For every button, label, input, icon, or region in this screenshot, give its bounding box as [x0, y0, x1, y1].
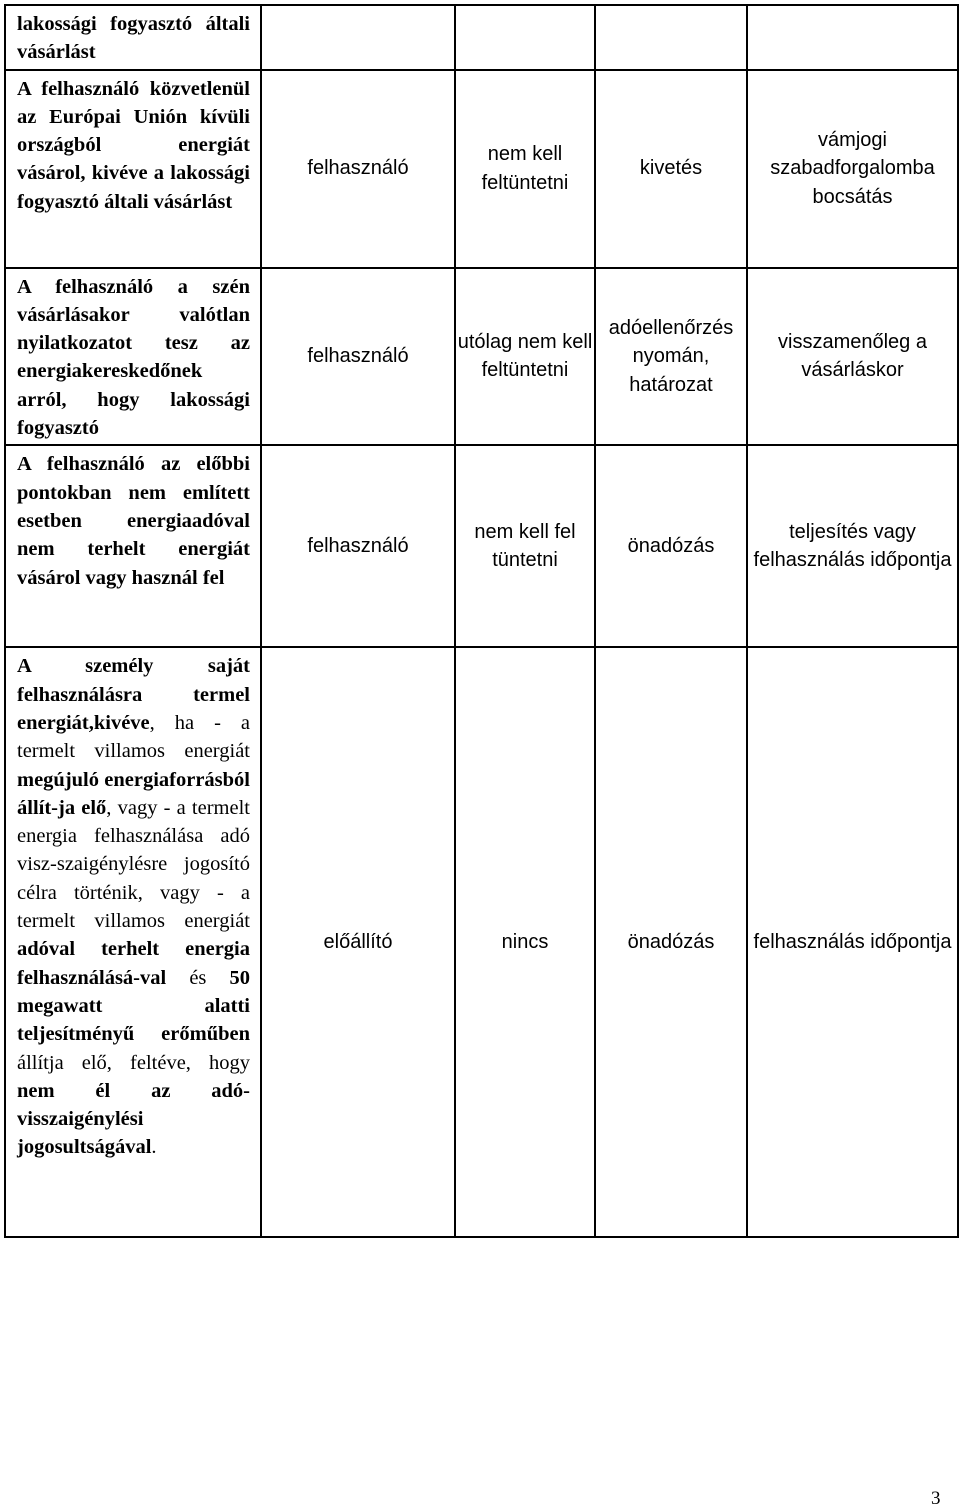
row-time: vámjogi szabadforgalomba bocsátás [747, 70, 958, 268]
row-method: önadózás [595, 445, 747, 647]
desc-part: adóval terhelt energia felhasználásá-val [17, 938, 250, 989]
desc-part: nem él az adó-visszaigénylési jogosultságával [17, 1079, 250, 1159]
row-subject: felhasználó [261, 70, 455, 268]
desc-part: , ha - a termelt villamos energiát [17, 711, 250, 763]
desc-part: állítja elő, feltéve, hogy [17, 1051, 250, 1074]
row-time: teljesítés vagy felhasználás időpontja [747, 445, 958, 647]
desc-part: és [166, 966, 230, 989]
row-subject [261, 5, 455, 70]
row-desc [5, 70, 261, 268]
row-method: kivetés [595, 70, 747, 268]
desc-part: A felhasználó az előbbi pontokban nem említett esetben energiaadóval nem terhelt energiát vásárol vagy használ fel [17, 453, 250, 589]
row-subject: felhasználó [261, 445, 455, 647]
row-desc [5, 5, 261, 70]
row-time: visszamenőleg a vásárláskor [747, 268, 958, 446]
desc-part: A felhasználó közvetlenül az Európai Unión kívüli országból energiát vásárol, kivéve a lakossági fogyasztó általi vásárlást [17, 77, 250, 213]
tax-table [4, 4, 959, 1238]
row-method: önadózás [595, 647, 747, 1237]
row-desc [5, 445, 261, 647]
desc-part: lakossági fogyasztó általi vásárlást [17, 13, 250, 64]
row-method [595, 5, 747, 70]
desc-part: . [151, 1136, 157, 1159]
table-row [5, 445, 958, 647]
desc-part: , vagy - a termelt energia felhasználása adó visz-szaigénylésre jogosító célra történik, vagy - a termelt villamos energiát [17, 796, 250, 933]
desc-part: 50 megawatt alatti teljesítményű erőműben [17, 966, 250, 1046]
desc-part: A személy saját felhasználásra termel energiát,kivéve [17, 655, 250, 734]
desc-part: megújuló energiaforrásból állít-ja elő [17, 768, 250, 819]
row-declaration: nem kell fel tüntetni [455, 445, 595, 647]
row-method: adóellenőrzés nyomán, határozat [595, 268, 747, 446]
page-number: 3 [931, 1488, 941, 1509]
row-time: felhasználás időpontja [747, 647, 958, 1237]
table-row [5, 647, 958, 1237]
desc-part: A felhasználó a szén vásárlásakor valótlan nyilatkozatot tesz az energiakereskedőnek arról, hogy lakossági fogyasztó [17, 275, 250, 440]
row-declaration [455, 5, 595, 70]
table-row [5, 268, 958, 446]
row-subject: felhasználó [261, 268, 455, 446]
row-desc [5, 268, 261, 446]
row-declaration: nincs [455, 647, 595, 1237]
table-row [5, 5, 958, 70]
row-declaration: nem kell feltüntetni [455, 70, 595, 268]
row-subject: előállító [261, 647, 455, 1237]
row-declaration: utólag nem kell feltüntetni [455, 268, 595, 446]
row-time [747, 5, 958, 70]
table-row [5, 70, 958, 268]
row-desc [5, 647, 261, 1237]
